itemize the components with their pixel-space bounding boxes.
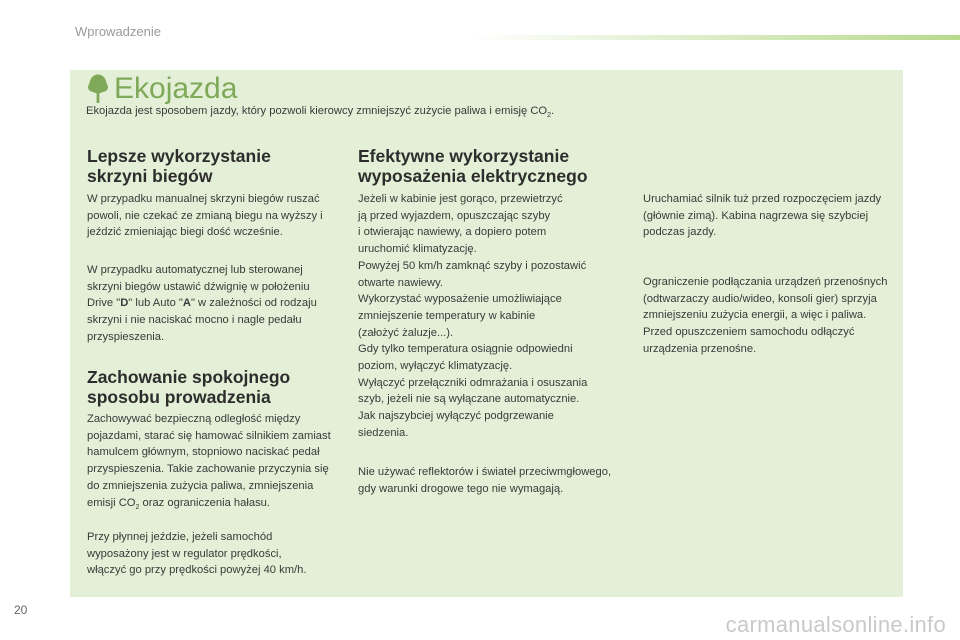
section-electrical-para1: Jeżeli w kabinie jest gorąco, przewietrzyć ją przed wyjazdem, opuszczając szyby i otwierając nawiewy, a dopiero potem uruchomić klimatyzację. Powyżej 50 km/h zamknąć szyby i pozostawić otwarte nawiewy. Wykorzystać wyposażenie umożliwiające zmniejszenie temperatury w kabinie (założyć żaluzje...). Gdy tylko temperatura osiągnie odpowiedni poziom, wyłączyć klimatyzację. Wyłączyć przełączniki odmrażania i osuszania szyb, jeżeli nie są wyłączane automatycznie. Jak najszybciej wyłączyć podgrzewanie siedzenia.: [358, 193, 588, 439]
chapter-title: Wprowadzenie: [75, 24, 161, 39]
section-engine-start-para: Uruchamiać silnik tuż przed rozpoczęciem jazdy (głównie zimą). Kabina nagrzewa się szybciej podczas jazdy.: [643, 193, 882, 239]
section-gears: [87, 146, 342, 186]
section-gears-para1: W przypadku manualnej skrzyni biegów ruszać powoli, nie czekać ze zmianą biegu na wyższy i jeździć zmieniając biegi dość wcześnie.: [87, 193, 323, 239]
section-electrical: [358, 146, 648, 186]
section-gears-heading: Lepsze wykorzystanie skrzyni biegów: [87, 146, 271, 186]
section-electrical-para2: Nie używać reflektorów i świateł przeciwmgłowego, gdy warunki drogowe tego nie wymagają.: [358, 466, 612, 495]
header-bar: [470, 35, 960, 40]
section-gears-para2: W przypadku automatycznej lub sterowanej skrzyni biegów ustawić dźwignię w położeniu Drive "D" lub Auto "A" w zależności od rodzaju skrzyni i nie naciskać mocno i nagle pedału przyspieszenia.: [87, 264, 317, 343]
tree-icon: [86, 74, 110, 104]
section-devices-para: Ograniczenie podłączania urządzeń przenośnych (odtwarzaczy audio/wideo, konsoli gier) sprzyja zmniejszeniu zużycia energii, a więc i paliwa. Przed opuszczeniem samochodu odłączyć urządzenia przenośne.: [643, 276, 888, 355]
section-calm-driving-para2: Przy płynnej jeździe, jeżeli samochód wyposażony jest w regulator prędkości, włączyć go przy prędkości powyżej 40 km/h.: [87, 531, 307, 577]
watermark: carmanualsonline.info: [725, 612, 946, 637]
page-title: Ekojazda: [114, 72, 238, 105]
section-calm-driving: [87, 367, 342, 407]
page-number: 20: [14, 603, 28, 617]
section-calm-driving-heading: Zachowanie spokojnego sposobu prowadzenia: [87, 367, 291, 407]
section-electrical-heading: Efektywne wykorzystanie wyposażenia elektrycznego: [358, 146, 588, 186]
section-calm-driving-para1: Zachowywać bezpieczną odległość między pojazdami, starać się hamować silnikiem zamiast hamulcem głównym, stopniowo naciskać pedał przyspieszenia. Takie zachowanie przyczynia się do zmniejszenia zużycia paliwa, zmniejszenia emisji $CO_2$ oraz ograniczenia hałasu.: [87, 413, 331, 511]
intro-text: Ekojazda jest sposobem jazdy, który pozwoli kierowcy zmniejszyć zużycie paliwa i emisję $CO_2$.: [86, 105, 555, 120]
